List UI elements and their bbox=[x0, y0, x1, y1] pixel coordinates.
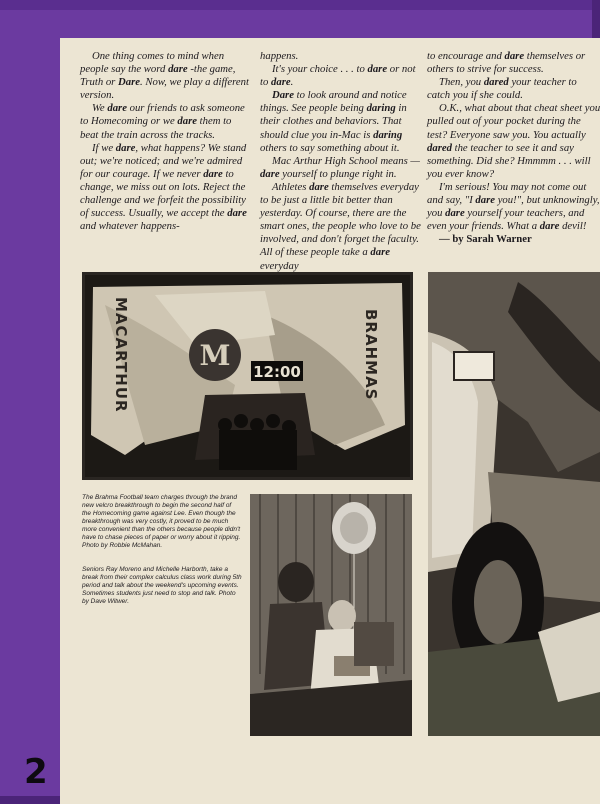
article-paragraph: Dare to look around and notice things. See people being daring in their clothes and behaviors. That should clue you in-Mac is daring others to say something about it. bbox=[260, 89, 407, 154]
article-column-3 bbox=[427, 50, 600, 246]
football-photo-caption: The Brahma Football team charges through the brand new velcro breakthrough to begin the second half of the Homecoming game against Lee. Even though the breakthrough was very costly, it proved to be much more convenient than the others because people didn't have to chase pieces of paper or worry about it ripping. Photo by Robbie McMahan. bbox=[82, 494, 241, 549]
article-paragraph: Athletes dare themselves everyday to be just a little bit better than yesterday. Of course, there are the smart ones, the people who love to be involved, and don't forget the faculty. All of these people take a dare everyday bbox=[260, 180, 421, 272]
page-number: 2 bbox=[24, 752, 48, 792]
car-photo bbox=[428, 272, 600, 736]
article-body bbox=[80, 50, 600, 272]
banner-logo-text: M bbox=[199, 339, 231, 372]
seniors-photo-caption: Seniors Ray Moreno and Michelle Harborth, take a break from their complex calculus class work during 5th period and talk about the weekend's upcoming events. Sometimes students just need to stop and talk. Photo by Dave Witwer. bbox=[82, 566, 242, 605]
banner-brahmas-text: BRAHMAS bbox=[362, 309, 380, 401]
purple-frame-top bbox=[0, 0, 600, 10]
students-table-photo-image bbox=[250, 494, 412, 736]
article-column-1 bbox=[80, 50, 252, 233]
article-paragraph: O.K., what about that cheat sheet you pulled out of your pocket during the test? Everyone saw you. You actually dared the teacher to see it and say something. Did she? Hmmmm . . . will you ever know? bbox=[427, 102, 600, 180]
article-paragraph: happens. bbox=[260, 50, 299, 62]
article-paragraph: I'm serious! You may not come out and say, "I dare you!", but unknowingly, you dare yourself your teachers, and even your friends. What a dare devil! bbox=[427, 180, 600, 233]
article-paragraph: Then, you dared your teacher to catch you if she could. bbox=[427, 76, 577, 102]
football-breakthrough-photo bbox=[82, 272, 413, 480]
article-paragraph: to encourage and dare themselves or others to strive for success. bbox=[427, 50, 586, 76]
article-paragraph: It's your choice . . . to dare or not to dare. bbox=[260, 63, 416, 89]
football-breakthrough-photo-image bbox=[85, 275, 410, 477]
article-paragraph: One thing comes to mind when people say the word dare -the game, Truth or Dare. Now, we play a different version. bbox=[80, 50, 249, 102]
article-paragraph: We dare our friends to ask someone to Homecoming or we dare them to beat the train across the tracks. bbox=[80, 102, 245, 141]
students-table-photo bbox=[250, 494, 412, 736]
car-photo-image bbox=[428, 272, 600, 736]
banner-macarthur-text: MACARTHUR bbox=[112, 297, 130, 413]
article-paragraph: If we dare, what happens? We stand out; we're noticed; and we're admired for our courage. If we never dare to change, we miss out on lots. Reject the challenge and we forfeit the possibility of success. Usually, we accept the dare and whatever happens- bbox=[80, 141, 247, 233]
article-paragraph: Mac Arthur High School means — dare yourself to plunge right in. bbox=[260, 154, 420, 180]
article-byline: — by Sarah Warner bbox=[439, 233, 532, 246]
article-column-2 bbox=[260, 50, 422, 273]
banner-clock-text: 12:00 bbox=[253, 363, 301, 381]
